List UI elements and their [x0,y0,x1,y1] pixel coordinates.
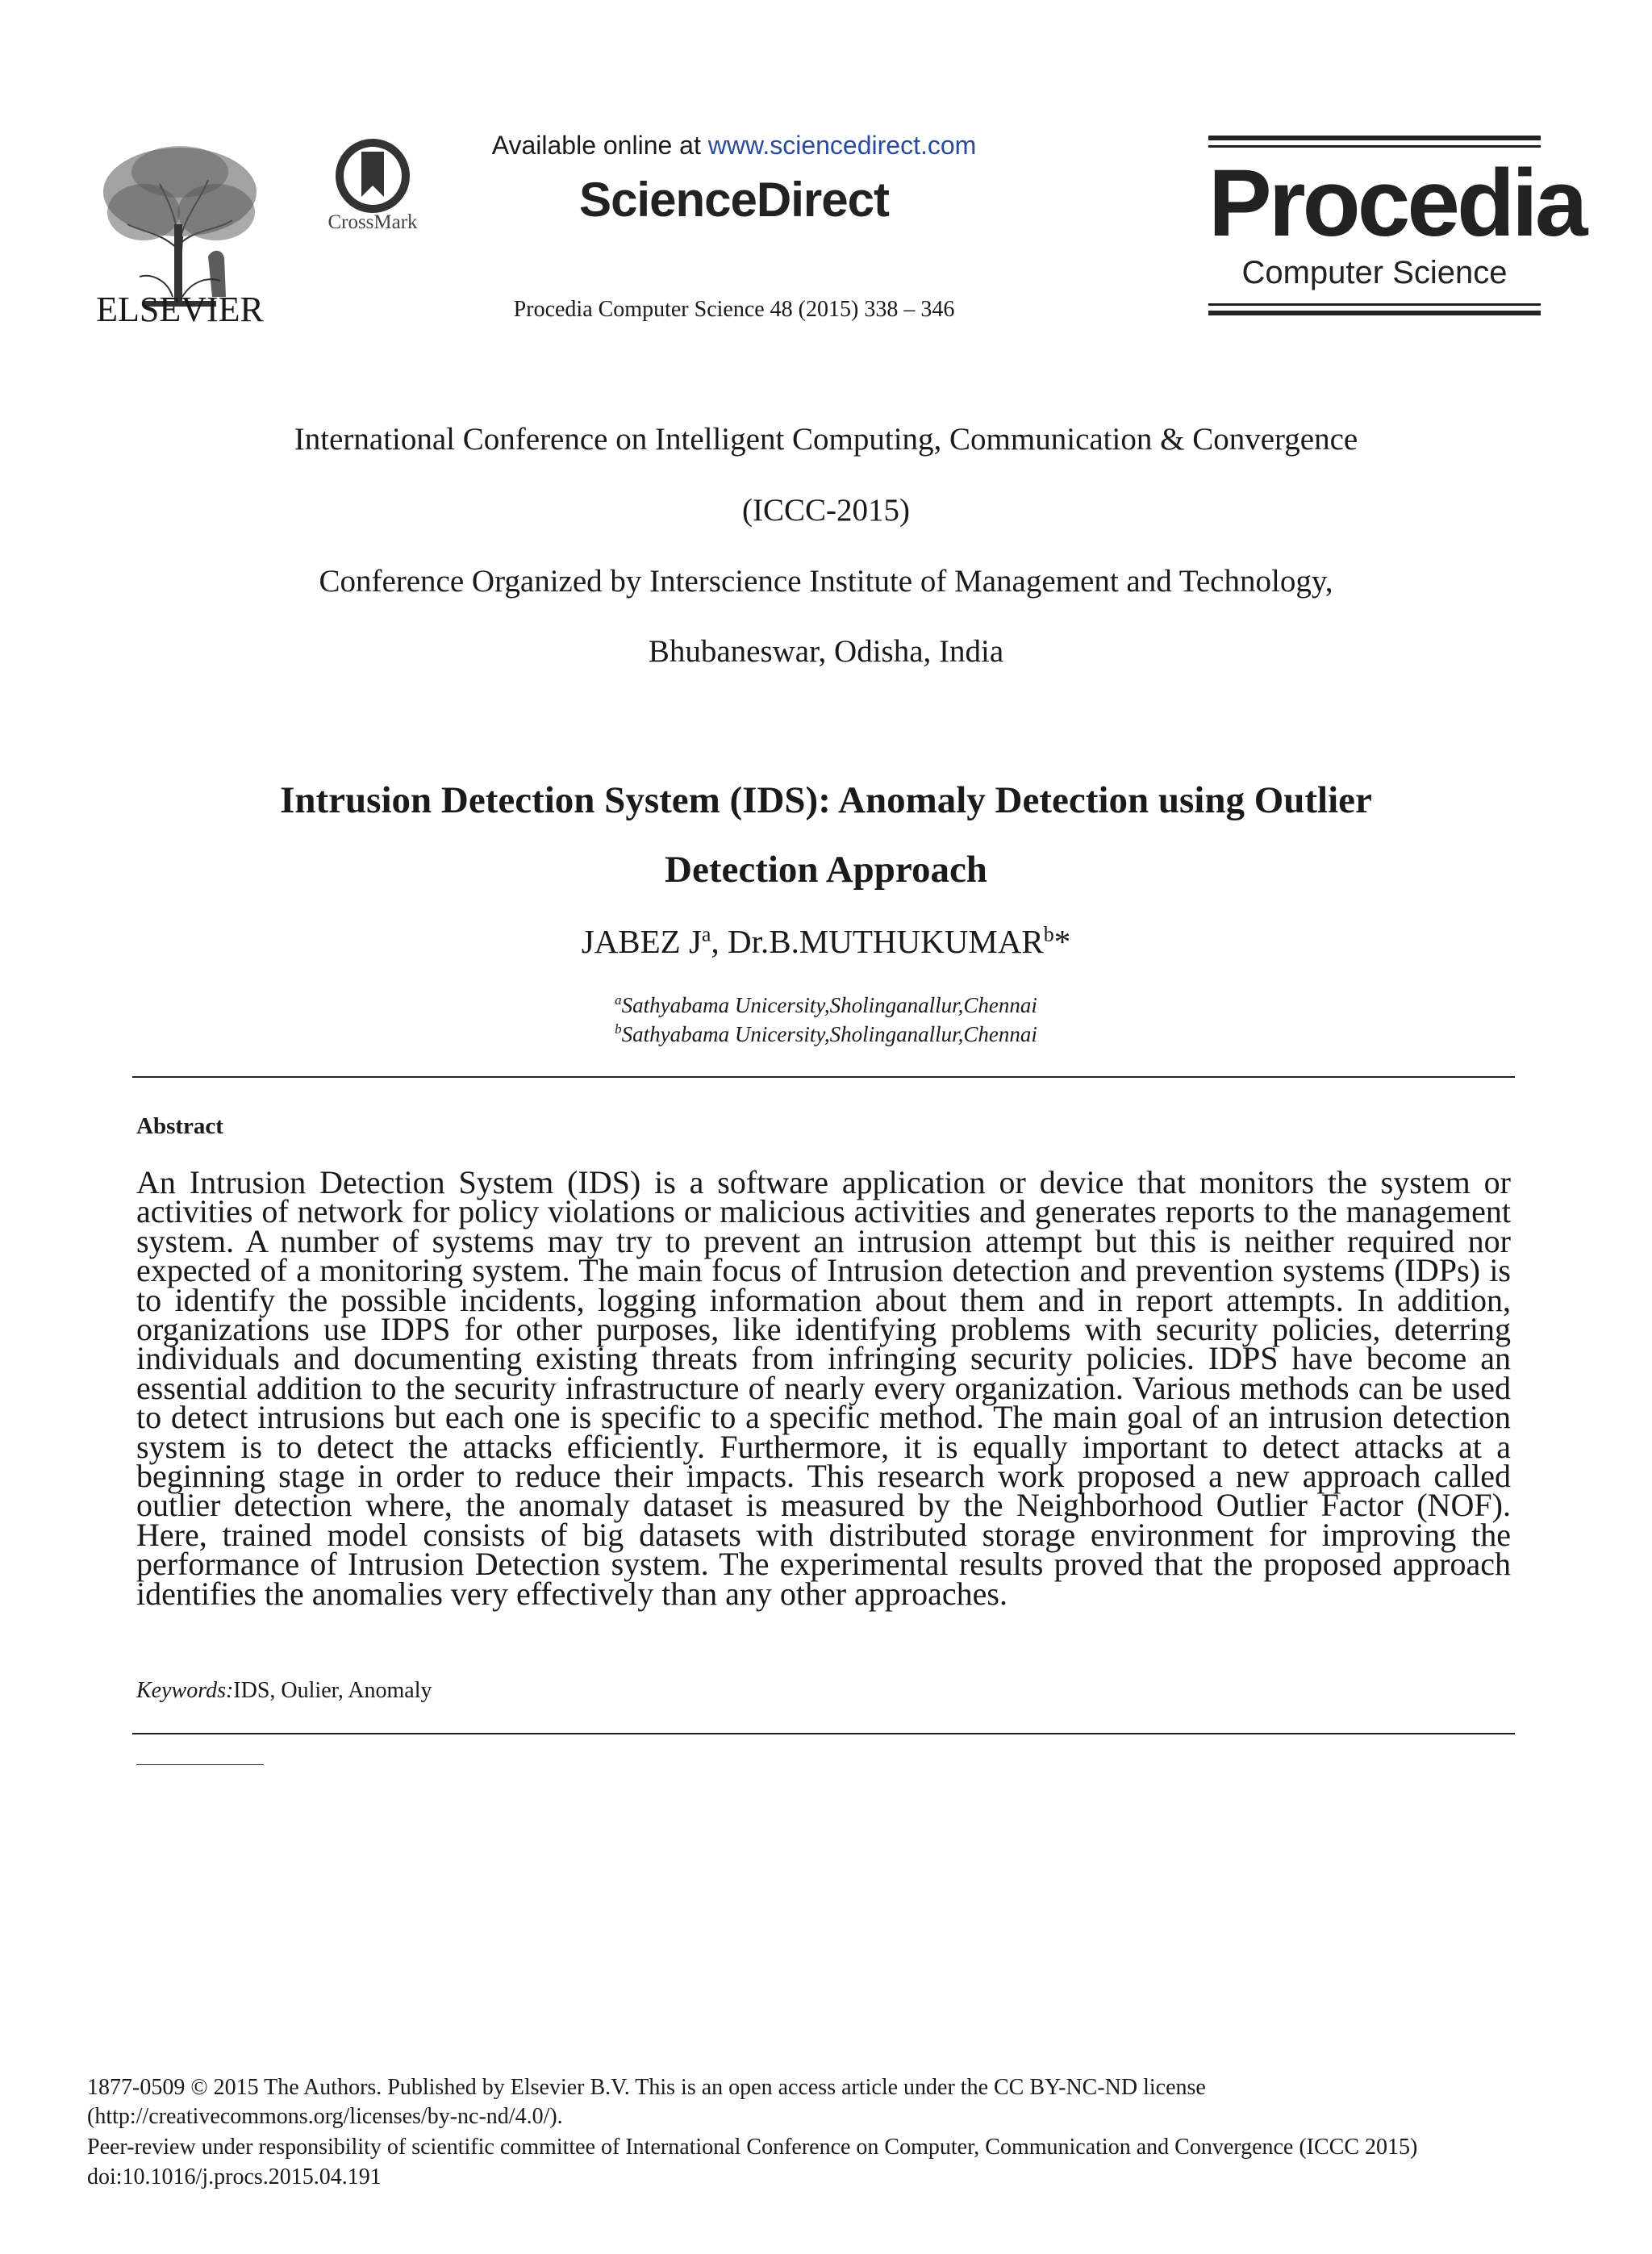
peer-review-line: Peer-review under responsibility of scientific committee of International Conference on Computer, Communication and Convergence (ICCC 2015) [87,2135,1418,2160]
journal-subtitle: Computer Science [1241,255,1508,290]
author-name: Dr.B.MUTHUKUMAR [727,923,1044,960]
author-list [0,922,1652,961]
affiliation [0,1021,1652,1047]
footnote-divider [136,1764,264,1765]
journal-title: Procedia [1208,150,1585,257]
affiliation-mark: b [615,1021,622,1037]
keywords-list: IDS, Oulier, Anomaly [233,1678,432,1703]
affiliation-text: Sathyabama Unicersity,Sholinganallur,Chennai [621,993,1037,1017]
conference-location: Bhubaneswar, Odisha, India [648,634,1004,669]
author-affiliation-mark: a [701,922,711,946]
abstract-text: An Intrusion Detection System (IDS) is a software application or device that monitors the system or activities of network for policy violations or malicious activities and generates reports to the management system. A number of systems may try to prevent an intrusion attempt but this is neither required nor expected of a monitoring system. The main focus of Intrusion detection and prevention systems (IDPs) is to identify the possible incidents, logging information about them and in report attempts. In addition, organizations use IDPS for other purposes, like identifying problems with security policies, deterring individuals and documenting existing threats from infringing security policies. IDPS have become an essential addition to the security infrastructure of nearly every organization. Various methods can be used to detect intrusions but each one is specific to a specific method. The main goal of an intrusion detection system is to detect the attacks efficiently. Furthermore, it is equally important to detect attacks at a beginning stage in order to reduce their impacts. This research work proposed a new approach called outlier detection where, the anomaly dataset is measured by the Neighborhood Outlier Factor (NOF). Here, trained model consists of big datasets with distributed storage environment for improving the performance of Intrusion Detection system. The experimental results proved that the proposed approach identifies the anomalies very effectively than any other approaches. [136,1164,1511,1612]
affiliation-mark: a [615,992,622,1008]
license-link[interactable]: (http://creativecommons.org/licenses/by-nc-nd/4.0/). [87,2104,563,2129]
corresponding-author-mark: * [1053,923,1071,960]
copyright-line: 1877-0509 © 2015 The Authors. Published by Elsevier B.V. This is an open access article under the CC BY-NC-ND license [87,2075,1206,2100]
author-affiliation-mark: b [1043,922,1054,946]
sciencedirect-link[interactable]: www.sciencedirect.com [707,131,977,160]
abstract-heading: Abstract [136,1113,223,1139]
crossmark-label: CrossMark [327,211,418,233]
divider [132,1733,1515,1734]
sciencedirect-brand: ScienceDirect [579,173,889,227]
available-online [403,131,1065,161]
journal-rule [1208,303,1541,306]
conference-organizer: Conference Organized by Interscience Institute of Management and Technology, [319,564,1333,599]
paper-title-line1: Intrusion Detection System (IDS): Anomaly Detection using Outlier [280,779,1372,821]
conference-name: International Conference on Intelligent Computing, Communication & Convergence [294,422,1358,457]
journal-rule [1208,145,1541,148]
keywords-label: Keywords: [136,1678,234,1703]
conference-acronym: (ICCC-2015) [742,493,910,528]
available-prefix: Available online at [491,131,708,160]
author-name: JABEZ J [581,923,702,960]
journal-rule [1208,136,1541,140]
keywords [136,1678,432,1704]
publisher-name: ELSEVIER [96,290,264,329]
affiliation [0,992,1652,1018]
divider [132,1076,1515,1078]
affiliation-text: Sathyabama Unicersity,Sholinganallur,Chennai [621,1022,1037,1046]
journal-rule [1208,311,1541,315]
journal-citation: Procedia Computer Science 48 (2015) 338 – 346 [513,297,955,322]
author-separator: , [711,923,728,960]
doi-line[interactable]: doi:10.1016/j.procs.2015.04.191 [87,2164,382,2189]
paper-title-line2: Detection Approach [665,849,987,891]
